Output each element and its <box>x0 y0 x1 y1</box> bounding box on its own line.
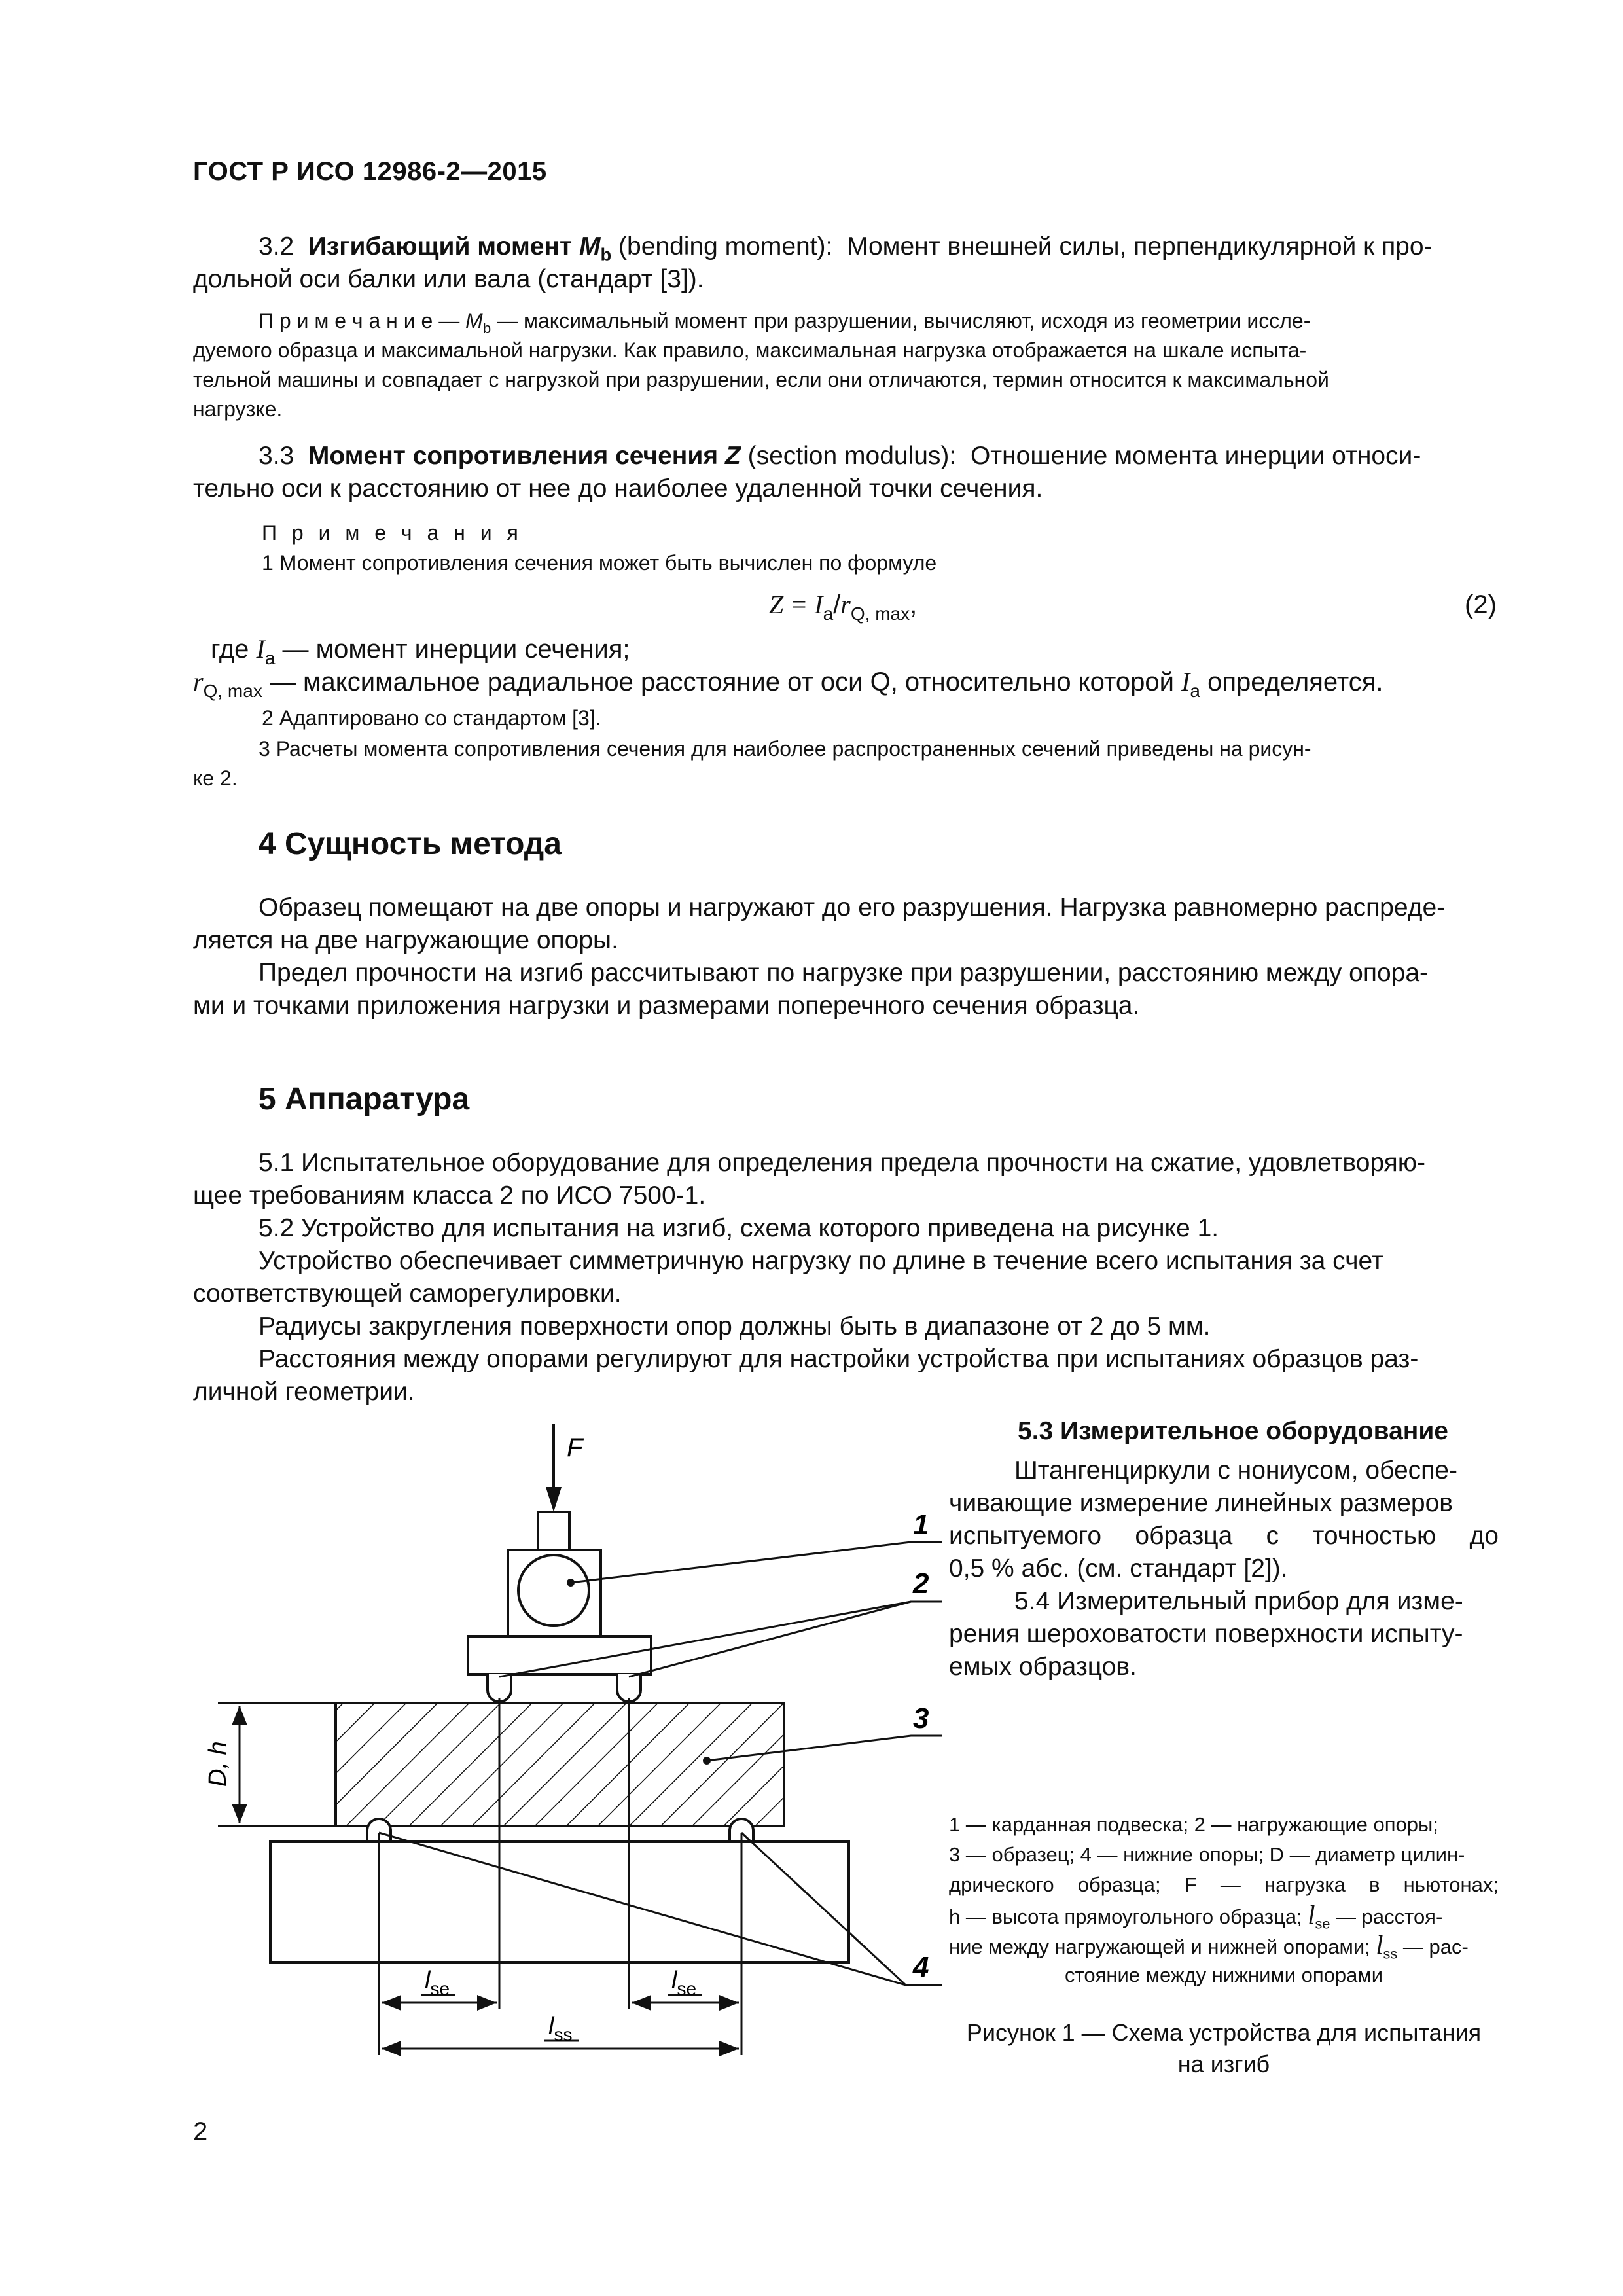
section-3-2-line2: дольной оси балки или вала (стандарт [3]). <box>193 265 704 293</box>
loading-supports <box>488 1674 641 1702</box>
note-3-2: П р и м е ч а н и е — $M_b$ — максимальный момент при разрушении, вычисляют, исходя из геометрии иссле- <box>259 309 1311 336</box>
note-1: 1 Момент сопротивления сечения может быть вычислен по формуле <box>262 551 937 575</box>
formula-2: $Z = I_a/r_{Q, max}$, <box>769 590 918 624</box>
force-label: F <box>567 1433 583 1462</box>
callout-4: 4 <box>913 1951 929 1983</box>
page-number: 2 <box>193 2117 208 2146</box>
term-english: (section modulus): <box>747 442 957 470</box>
s4-p1: Образец помещают на две опоры и нагружают до его разрушения. Нагрузка равномерно распреде- <box>259 893 1446 922</box>
note-3-l2: ке 2. <box>193 766 238 790</box>
notes-label: П р и м е ч а н и я <box>262 521 523 545</box>
s5-4-l2: рения шероховатости поверхности испыту- <box>949 1620 1463 1648</box>
lse-label-left: $l_{se}$ <box>425 1967 450 1999</box>
callout-3: 3 <box>913 1702 929 1734</box>
s4-p2-l2: ми и точками приложения нагрузки и размерами поперечного сечения образца. <box>193 992 1140 1020</box>
s5-3-l3: испытуемого образца с точностью до <box>949 1522 1499 1550</box>
s5-1: 5.1 Испытательное оборудование для определения предела прочности на сжатие, удовлетворяю- <box>259 1149 1425 1177</box>
legend-l2: 3 — образец; 4 — нижние опоры; D — диаметр цилин- <box>949 1843 1465 1866</box>
s5-2: 5.2 Устройство для испытания на изгиб, схема которого приведена на рисунке 1. <box>259 1214 1219 1242</box>
lss-label: $l_{ss}$ <box>548 2013 573 2045</box>
where-line-2: $r_{Q, max}$ — максимальное радиальное расстояние от оси Q, относительно которой $I_a$ определяется. <box>193 667 1383 701</box>
term: Момент сопротивления сечения <box>308 442 719 470</box>
section-3-3: 3.3 Момент сопротивления сечения Z (section modulus): Отношение момента инерции относи- <box>259 442 1421 470</box>
s5-4-l3: емых образцов. <box>949 1653 1137 1681</box>
s5-2d: Расстояния между опорами регулируют для настройки устройства при испытаниях образцов раз- <box>259 1345 1419 1373</box>
cardan-suspension <box>468 1512 651 1674</box>
section-3-2: 3.2 Изгибающий момент $M_b$ (bending moment): Момент внешней силы, перпендикулярной к про- <box>259 232 1433 265</box>
s4-p2: Предел прочности на изгиб рассчитывают по нагрузке при разрушении, расстоянию между опора- <box>259 959 1429 987</box>
legend-l5: ние между нагружающей и нижней опорами; $l_{ss}$ — рас- <box>949 1930 1469 1962</box>
clause-number: 3.2 <box>259 232 294 260</box>
section-3-3-line2: тельно оси к расстоянию от нее до наиболее удаленной точки сечения. <box>193 475 1043 503</box>
legend-l6: стояние между нижними опорами <box>1064 1964 1383 1986</box>
lse-label-right: $l_{se}$ <box>671 1967 697 1999</box>
term-english: (bending moment): <box>618 232 833 260</box>
s5-3-l4: 0,5 % абс. (см. стандарт [2]). <box>949 1554 1288 1583</box>
specimen <box>336 1703 784 1826</box>
s5-3-l2: чивающие измерение линейных размеров <box>949 1489 1454 1517</box>
figure-caption-l2: на изгиб <box>1177 2051 1270 2077</box>
term-symbol: M <box>579 232 601 260</box>
s5-3-title: 5.3 Измерительное оборудование <box>1018 1417 1448 1445</box>
callout-2: 2 <box>913 1568 929 1600</box>
where-line-1: где $I_a$ — момент инерции сечения; <box>211 634 630 668</box>
section-5-title: 5 Аппаратура <box>259 1082 470 1117</box>
formula-number: (2) <box>1465 590 1497 619</box>
legend-l1: 1 — карданная подвеска; 2 — нагружающие опоры; <box>949 1813 1438 1836</box>
term-symbol: Z <box>724 442 741 470</box>
note-3: 3 Расчеты момента сопротивления сечения для наиболее распространенных сечений приведены на рисун- <box>259 737 1311 761</box>
document-code: ГОСТ Р ИСО 12986-2—2015 <box>193 157 547 186</box>
s5-3-l1: Штангенциркули с нониусом, обеспе- <box>1014 1456 1457 1484</box>
dimension-dh-label: D, h <box>204 1741 232 1787</box>
dimension-dh <box>218 1703 336 1826</box>
s5-1-l2: щее требованиям класса 2 по ИСО 7500-1. <box>193 1181 706 1210</box>
figure-1-diagram <box>183 1414 942 2108</box>
figure-caption: Рисунок 1 — Схема устройства для испытания <box>966 2019 1482 2046</box>
s5-4-l1: 5.4 Измерительный прибор для изме- <box>1014 1587 1463 1615</box>
force-arrow <box>546 1424 562 1512</box>
term: Изгибающий момент <box>308 232 573 260</box>
s5-2c: Радиусы закругления поверхности опор должны быть в диапазоне от 2 до 5 мм. <box>259 1312 1211 1340</box>
s5-2d-l2: личной геометрии. <box>193 1378 415 1406</box>
section-4-title: 4 Сущность метода <box>259 827 562 861</box>
note-2: 2 Адаптировано со стандартом [3]. <box>262 706 601 730</box>
note-3-2-l3: тельной машины и совпадает с нагрузкой при разрушении, если они отличаются, термин относится к максимальной <box>193 368 1329 391</box>
note-3-2-l2: дуемого образца и максимальной нагрузки. Как правило, максимальная нагрузка отображается на шкале испыта- <box>193 338 1307 362</box>
s4-p1-l2: ляется на две нагружающие опоры. <box>193 926 618 954</box>
s5-2b: Устройство обеспечивает симметричную нагрузку по длине в течение всего испытания за счет <box>259 1247 1383 1275</box>
s5-2b-l2: соответствующей саморегулировки. <box>193 1280 622 1308</box>
legend-l4: h — высота прямоугольного образца; $l_{se}$ — расстоя- <box>949 1900 1443 1932</box>
note-3-2-l4: нагрузке. <box>193 397 283 421</box>
callout-1: 1 <box>913 1509 929 1541</box>
legend-l3: дрического образца; F — нагрузка в ньютонах; <box>949 1873 1499 1896</box>
